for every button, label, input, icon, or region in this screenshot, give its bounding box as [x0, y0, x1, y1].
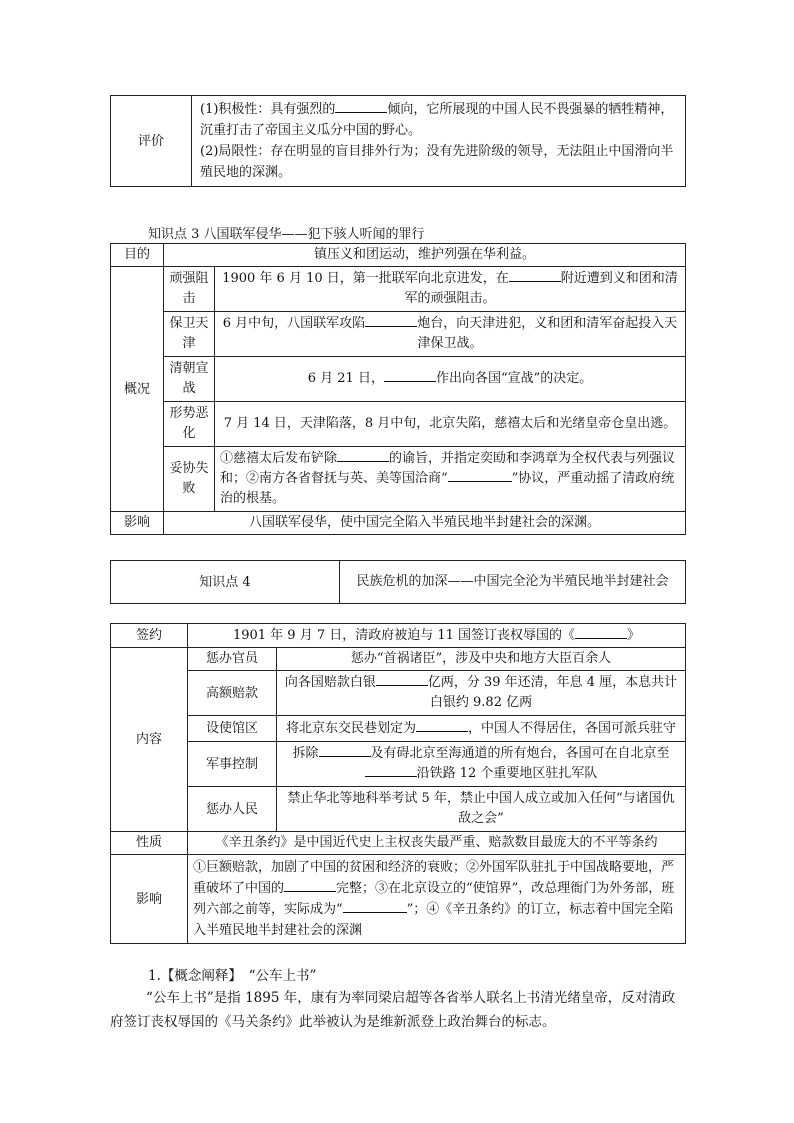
item-name: 惩办官员	[188, 648, 277, 671]
item-name: 高额赔款	[188, 671, 277, 716]
impact-text: ①巨额赔款，加剧了中国的贫困和经济的衰败；②外国军队驻扎于中国战略要地，严重破坏了中国的 完整；③在北京设立的“使馆界”，改总理衙门为外务部，班列六部之前等，实际成为“ ”；④《辛丑条约》的订立，标志着中国完全陷入半殖民地半封建社会的深渊	[188, 855, 686, 944]
purpose-label: 目的	[111, 244, 164, 267]
section4-header	[110, 560, 686, 604]
section4-label: 知识点 4	[111, 561, 340, 604]
blank[interactable]	[376, 673, 428, 686]
item-name: 军事控制	[188, 742, 277, 787]
blank[interactable]	[284, 879, 336, 892]
item-text: 将北京东交民巷划定为 ，中国人不得居住，各国可派兵驻守	[277, 716, 686, 742]
nature-label: 性质	[111, 832, 188, 855]
row-name: 保卫天津	[164, 312, 215, 357]
item-text: 向各国赔款白银 亿两，分 39 年还清，年息 4 厘，本息共计白银约 9.82 亿两	[277, 671, 686, 716]
blank[interactable]	[335, 100, 387, 113]
row-text: 7 月 14 日，天津陷落，8 月中旬，北京失陷，慈禧太后和光绪皇帝仓皇出逃。	[215, 402, 686, 447]
sign-text: 1901 年 9 月 7 日，清政府被迫与 11 国签订丧权辱国的《 》	[188, 624, 686, 648]
evaluation-table	[110, 95, 686, 187]
evaluation-label: 评价	[111, 96, 192, 187]
blank[interactable]	[384, 369, 436, 382]
content-label: 内容	[111, 648, 188, 832]
blank[interactable]	[365, 764, 417, 777]
impact-label: 影响	[111, 855, 188, 944]
boxer-protocol-table	[110, 623, 686, 944]
item-text: 禁止华北等地科举考试 5 年，禁止中国人成立或加入任何“与诸国仇敌之会”	[277, 787, 686, 832]
section4-title: 民族危机的加深——中国完全沦为半殖民地半封建社会	[340, 561, 686, 604]
item-name: 惩办人民	[188, 787, 277, 832]
section3-title: 知识点 3 八国联军侵华——犯下骇人听闻的罪行	[148, 227, 425, 242]
impact-text: 八国联军侵华，使中国完全陷入半殖民地半封建社会的深渊。	[164, 512, 686, 535]
sign-label: 签约	[111, 624, 188, 648]
overview-label: 概况	[111, 267, 164, 512]
row-name: 清朝宣战	[164, 357, 215, 402]
row-text: 6 月中旬，八国联军攻陷 炮台，向天津进犯，义和团和清军奋起投入天津保卫战。	[215, 312, 686, 357]
row-name: 形势恶化	[164, 402, 215, 447]
evaluation-positive: (1)积极性：具有强烈的 倾向，它所展现的中国人民不畏强暴的牺牲精神，沉重打击了帝国主义瓜分中国的野心。	[200, 102, 674, 138]
blank[interactable]	[319, 744, 371, 757]
row-text: 6 月 21 日， 作出向各国“宣战”的决定。	[215, 357, 686, 402]
concept-text: “公车上书”是指 1895 年，康有为率同梁启超等各省举人联名上书清光绪皇帝，反对清政府签订丧权辱国的《马关条约》此举被认为是维新派登上政治舞台的标志。	[110, 990, 676, 1030]
blank[interactable]	[509, 269, 561, 282]
purpose-text: 镇压义和团运动，维护列强在华利益。	[164, 244, 686, 267]
evaluation-content	[192, 96, 686, 187]
nature-text: 《辛丑条约》是中国近代史上主权丧失最严重、赔款数目最庞大的不平等条约	[188, 832, 686, 855]
item-text: 拆除 及有碍北京至海通道的所有炮台，各国可在自北京至沿铁路 12 个重要地区驻扎军队	[277, 742, 686, 787]
row-name: 妥协失败	[164, 447, 215, 512]
blank[interactable]	[416, 719, 468, 732]
blank[interactable]	[337, 449, 389, 462]
blank[interactable]	[448, 469, 512, 482]
row-text: ①慈禧太后发布铲除 的谕旨，并指定奕劻和李鸿章为全权代表与列强议和；②南方各省督抚与英、美等国洽商“ ”协议，严重动摇了清政府统治的根基。	[215, 447, 686, 512]
row-text: 1900 年 6 月 10 日，第一批联军向北京进发，在 附近遭到义和团和清军的顽强阻击。	[215, 267, 686, 312]
eight-nation-table	[110, 243, 686, 535]
row-name: 顽强阻击	[164, 267, 215, 312]
item-name: 设使馆区	[188, 716, 277, 742]
impact-label: 影响	[111, 512, 164, 535]
blank[interactable]	[575, 626, 627, 639]
blank[interactable]	[343, 900, 407, 913]
item-text: 惩办“首祸诸臣”，涉及中央和地方大臣百余人	[277, 648, 686, 671]
evaluation-limitation: (2)局限性：存在明显的盲目排外行为；没有先进阶级的领导，无法阻止中国滑向半殖民地的深渊。	[200, 144, 674, 180]
concept-heading: 1.【概念阐释】 “公车上书”	[148, 968, 317, 984]
blank[interactable]	[365, 314, 417, 327]
